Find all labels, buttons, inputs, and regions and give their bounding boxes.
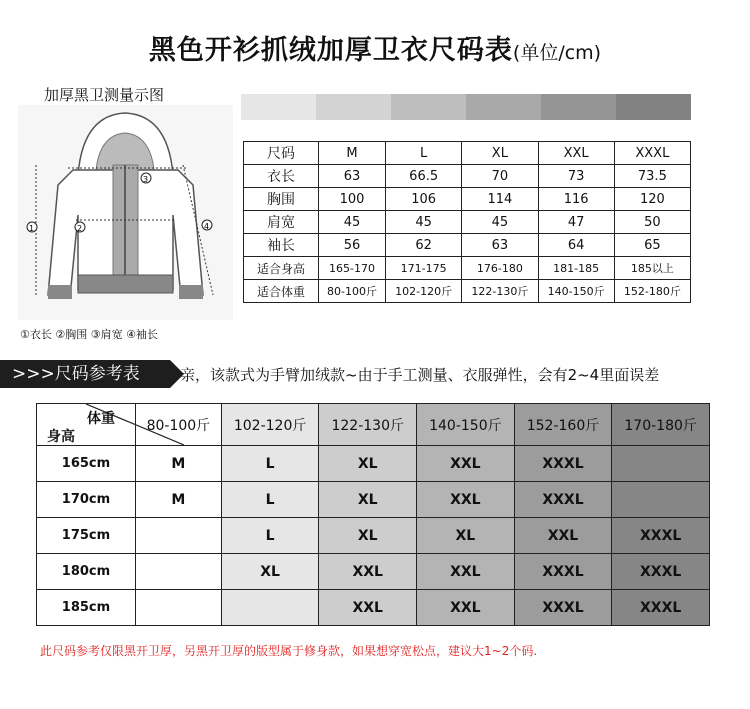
size-table bbox=[243, 141, 691, 303]
size-result-cell: XL bbox=[319, 446, 417, 482]
table-row bbox=[37, 554, 710, 590]
size-cell: 62 bbox=[386, 234, 462, 257]
size-cell: 适合体重 bbox=[244, 280, 319, 303]
height-cell: 185cm bbox=[37, 590, 136, 626]
size-result-cell: XXL bbox=[417, 482, 515, 518]
hoodie-diagram-icon bbox=[18, 105, 233, 320]
size-cell: 45 bbox=[386, 211, 462, 234]
size-cell: 185以上 bbox=[614, 257, 690, 280]
size-result-cell bbox=[136, 590, 222, 626]
measurement-note: 亲，该款式为手臂加绒款~由于手工测量、衣服弹性，会有2~4里面误差 bbox=[180, 366, 660, 384]
gradient-segment bbox=[241, 94, 316, 120]
size-result-cell bbox=[221, 590, 319, 626]
corner-height-label: 身高 bbox=[47, 429, 75, 445]
size-cell: 45 bbox=[462, 211, 538, 234]
table-row bbox=[244, 257, 691, 280]
table-row bbox=[37, 446, 710, 482]
svg-text:4: 4 bbox=[204, 222, 210, 231]
table-row bbox=[244, 188, 691, 211]
size-result-cell bbox=[136, 518, 222, 554]
size-result-cell: XXL bbox=[417, 590, 515, 626]
weight-header-cell: 80-100斤 bbox=[136, 404, 222, 446]
weight-header-cell: 102-120斤 bbox=[221, 404, 319, 446]
size-cell: 袖长 bbox=[244, 234, 319, 257]
size-cell: 70 bbox=[462, 165, 538, 188]
size-cell: 64 bbox=[538, 234, 614, 257]
gradient-bar bbox=[241, 94, 691, 120]
size-header-cell: XXL bbox=[538, 142, 614, 165]
table-row bbox=[244, 234, 691, 257]
size-cell: 152-180斤 bbox=[614, 280, 690, 303]
size-header-cell: 尺码 bbox=[244, 142, 319, 165]
size-cell: 肩宽 bbox=[244, 211, 319, 234]
height-cell: 170cm bbox=[37, 482, 136, 518]
svg-text:2: 2 bbox=[77, 224, 83, 233]
size-result-cell: M bbox=[136, 446, 222, 482]
gradient-segment bbox=[316, 94, 391, 120]
size-cell: 116 bbox=[538, 188, 614, 211]
size-cell: 45 bbox=[319, 211, 386, 234]
size-header-cell: XXXL bbox=[614, 142, 690, 165]
weight-header-cell: 170-180斤 bbox=[612, 404, 710, 446]
size-result-cell: XXXL bbox=[514, 554, 612, 590]
height-cell: 180cm bbox=[37, 554, 136, 590]
size-cell: 63 bbox=[462, 234, 538, 257]
page-title bbox=[0, 28, 750, 67]
size-result-cell: XL bbox=[417, 518, 515, 554]
size-cell: 衣长 bbox=[244, 165, 319, 188]
size-cell: 102-120斤 bbox=[386, 280, 462, 303]
section-banner: >>>尺码参考表 bbox=[0, 360, 170, 388]
size-cell: 140-150斤 bbox=[538, 280, 614, 303]
size-cell: 50 bbox=[614, 211, 690, 234]
size-table-header bbox=[244, 142, 691, 165]
size-cell: 122-130斤 bbox=[462, 280, 538, 303]
size-result-cell: XL bbox=[319, 518, 417, 554]
size-cell: 114 bbox=[462, 188, 538, 211]
size-cell: 63 bbox=[319, 165, 386, 188]
title-main: 黑色开衫抓绒加厚卫衣尺码表 bbox=[148, 35, 513, 66]
corner-cell bbox=[37, 404, 136, 446]
gradient-segment bbox=[466, 94, 541, 120]
measurement-legend: ①衣长 ②胸围 ③肩宽 ④袖长 bbox=[20, 328, 158, 341]
size-result-cell: XXXL bbox=[612, 590, 710, 626]
size-header-cell: XL bbox=[462, 142, 538, 165]
weight-header-cell: 152-160斤 bbox=[514, 404, 612, 446]
ref-table-header bbox=[37, 404, 710, 446]
gradient-segment bbox=[391, 94, 466, 120]
title-unit: (单位/cm) bbox=[512, 42, 602, 64]
table-row bbox=[244, 211, 691, 234]
size-cell: 106 bbox=[386, 188, 462, 211]
size-header-cell: M bbox=[319, 142, 386, 165]
size-result-cell: XXL bbox=[319, 590, 417, 626]
size-result-cell: XXL bbox=[514, 518, 612, 554]
size-header-cell: L bbox=[386, 142, 462, 165]
size-reference-table bbox=[36, 403, 710, 626]
weight-header-cell: 122-130斤 bbox=[319, 404, 417, 446]
table-row bbox=[37, 482, 710, 518]
table-row bbox=[244, 165, 691, 188]
size-result-cell bbox=[612, 446, 710, 482]
size-result-cell bbox=[136, 554, 222, 590]
size-result-cell bbox=[612, 482, 710, 518]
gradient-segment bbox=[541, 94, 616, 120]
size-cell: 适合身高 bbox=[244, 257, 319, 280]
height-cell: 175cm bbox=[37, 518, 136, 554]
size-cell: 胸围 bbox=[244, 188, 319, 211]
size-result-cell: L bbox=[221, 446, 319, 482]
size-result-cell: XXXL bbox=[514, 446, 612, 482]
size-cell: 73.5 bbox=[614, 165, 690, 188]
corner-weight-label: 体重 bbox=[87, 411, 115, 427]
size-result-cell: XXXL bbox=[514, 482, 612, 518]
table-row bbox=[37, 590, 710, 626]
size-result-cell: M bbox=[136, 482, 222, 518]
size-cell: 80-100斤 bbox=[319, 280, 386, 303]
svg-text:1: 1 bbox=[29, 224, 35, 233]
size-result-cell: L bbox=[221, 518, 319, 554]
size-cell: 165-170 bbox=[319, 257, 386, 280]
size-cell: 120 bbox=[614, 188, 690, 211]
size-cell: 65 bbox=[614, 234, 690, 257]
size-result-cell: XL bbox=[319, 482, 417, 518]
size-result-cell: XXL bbox=[417, 446, 515, 482]
size-cell: 100 bbox=[319, 188, 386, 211]
size-result-cell: XXXL bbox=[612, 554, 710, 590]
size-result-cell: XXXL bbox=[612, 518, 710, 554]
size-result-cell: XXL bbox=[417, 554, 515, 590]
weight-header-cell: 140-150斤 bbox=[417, 404, 515, 446]
size-result-cell: XL bbox=[221, 554, 319, 590]
size-result-cell: XXL bbox=[319, 554, 417, 590]
gradient-segment bbox=[616, 94, 691, 120]
table-row bbox=[37, 518, 710, 554]
height-cell: 165cm bbox=[37, 446, 136, 482]
size-cell: 171-175 bbox=[386, 257, 462, 280]
footer-note: 此尺码参考仅限黑开卫厚，另黑开卫厚的版型属于修身款，如果想穿宽松点，建议大1~2个码. bbox=[40, 644, 538, 658]
size-cell: 181-185 bbox=[538, 257, 614, 280]
size-result-cell: L bbox=[221, 482, 319, 518]
table-row bbox=[244, 280, 691, 303]
size-cell: 56 bbox=[319, 234, 386, 257]
size-result-cell: XXXL bbox=[514, 590, 612, 626]
size-cell: 73 bbox=[538, 165, 614, 188]
diagram-caption: 加厚黑卫测量示图 bbox=[44, 86, 165, 104]
size-cell: 66.5 bbox=[386, 165, 462, 188]
size-cell: 47 bbox=[538, 211, 614, 234]
size-cell: 176-180 bbox=[462, 257, 538, 280]
svg-text:3: 3 bbox=[143, 175, 149, 184]
